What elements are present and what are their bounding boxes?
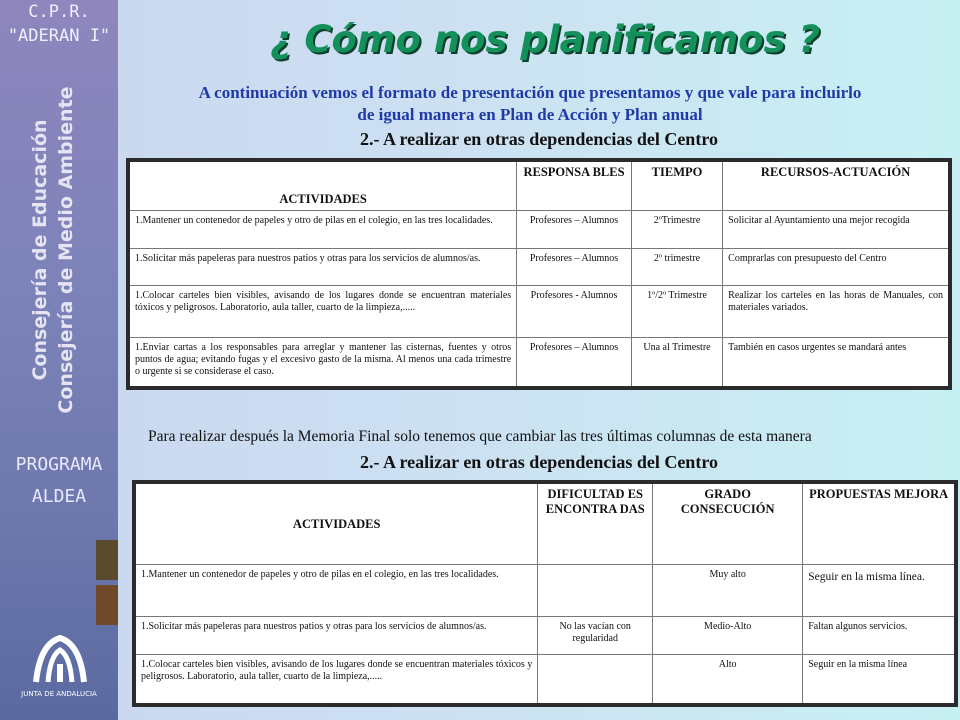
column-header-recursos: RECURSOS-ACTUACIÓN: [723, 160, 950, 211]
junta-andalucia-label: JUNTA DE ANDALUCIA: [21, 690, 97, 698]
cell-responsables: Profesores - Alumnos: [517, 286, 632, 338]
intro-line-2: de igual manera en Plan de Acción y Plan anual: [357, 105, 703, 124]
table-row: [134, 617, 956, 655]
cell-dificultades: No las vacían con regularidad: [538, 617, 653, 655]
cell-grado: Muy alto: [653, 565, 803, 617]
cell-activity: 1.Enviar cartas a los responsables para arreglar y mantener las cisternas, fuentes y otros puntos de agua; evitando fugas y el excesivo gasto de la misma. Al menos una cada trimestre o urgente si se considerase el caso.: [128, 338, 517, 388]
column-header-actividades: ACTIVIDADES: [128, 160, 517, 211]
column-header-grado: GRADO CONSECUCIÓN: [653, 482, 803, 565]
cell-grado: Medio-Alto: [653, 617, 803, 655]
cell-responsables: Profesores – Alumnos: [517, 211, 632, 249]
column-header-responsables: RESPONSA BLES: [517, 160, 632, 211]
photo-strip-2: [96, 585, 118, 625]
section-title-2: 2.- A realizar en otras dependencias del Centro: [360, 452, 718, 472]
table-row: [128, 249, 950, 286]
table-header-row: [128, 160, 950, 211]
cell-activity: 1.Colocar carteles bien visibles, avisando de los lugares donde se encuentran materiales tóxicos y peligrosos. Laboratorio, aula taller, cuarto de la limpieza,.....: [128, 286, 517, 338]
page-title: ¿ Cómo nos planificamos ?: [270, 18, 820, 61]
photo-strip-1: [96, 540, 118, 580]
column-header-propuestas: PROPUESTAS MEJORA: [803, 482, 956, 565]
cell-tiempo: 2ºTrimestre: [631, 211, 722, 249]
cell-tiempo: 2º trimestre: [631, 249, 722, 286]
cell-recursos: También en casos urgentes se mandará antes: [723, 338, 950, 388]
column-header-actividades: ACTIVIDADES: [134, 482, 538, 565]
cell-tiempo: 1º/2º Trimestre: [631, 286, 722, 338]
cell-dificultades: [538, 565, 653, 617]
sidebar: [0, 0, 118, 720]
cell-responsables: Profesores – Alumnos: [517, 249, 632, 286]
table-row: [128, 211, 950, 249]
section-title-1: 2.- A realizar en otras dependencias del Centro: [360, 129, 718, 149]
cell-activity: 1.Mantener un contenedor de papeles y otro de pilas en el colegio, en las tres localidades.: [134, 565, 538, 617]
cell-responsables: Profesores – Alumnos: [517, 338, 632, 388]
ministry-education-label: Consejería de Educación: [29, 119, 51, 381]
memoria-note: Para realizar después la Memoria Final solo tenemos que cambiar las tres últimas columnas de esta manera: [148, 428, 812, 445]
cell-activity: 1.Solicitar más papeleras para nuestros patios y otras para los servicios de alumnos/as.: [134, 617, 538, 655]
cell-activity: 1.Colocar carteles bien visibles, avisando de los lugares donde se encuentran materiales tóxicos y peligrosos. Laboratorio, aula taller, cuarto de la limpieza,.....: [134, 655, 538, 705]
school-name-line2: "ADERAN I": [7, 26, 111, 46]
column-header-tiempo: TIEMPO: [631, 160, 722, 211]
table-row: [128, 286, 950, 338]
cell-recursos: Solicitar al Ayuntamiento una mejor recogida: [723, 211, 950, 249]
table-row: [128, 338, 950, 388]
cell-activity: 1.Solicitar más papeleras para nuestros patios y otras para los servicios de alumnos/as.: [128, 249, 517, 286]
cell-propuestas: Seguir en la misma línea.: [803, 565, 956, 617]
cell-grado: Alto: [653, 655, 803, 705]
ministry-environment-label: Consejería de Medio Ambiente: [55, 86, 77, 414]
school-name-line1: C.P.R.: [28, 2, 90, 22]
cell-dificultades: [538, 655, 653, 705]
planning-table: [126, 158, 952, 390]
cell-activity: 1.Mantener un contenedor de papeles y otro de pilas en el colegio, en las tres localidades.: [128, 211, 517, 249]
cell-tiempo: Una al Trimestre: [631, 338, 722, 388]
table-row: [134, 655, 956, 705]
intro-line-1: A continuación vemos el formato de presentación que presentamos y que vale para incluirlo: [198, 83, 862, 102]
column-header-dificultades: DIFICULTAD ES ENCONTRA DAS: [538, 482, 653, 565]
cell-recursos: Realizar los carteles en las horas de Manuales, con materiales variados.: [723, 286, 950, 338]
cell-propuestas: Faltan algunos servicios.: [803, 617, 956, 655]
memoria-table: [132, 480, 958, 707]
program-label-line2: ALDEA: [31, 486, 87, 507]
cell-propuestas: Seguir en la misma línea: [803, 655, 956, 705]
table-row: [134, 565, 956, 617]
program-label-line1: PROGRAMA: [15, 454, 103, 475]
junta-andalucia-logo-icon: [30, 630, 90, 690]
table-header-row: [134, 482, 956, 565]
cell-recursos: Comprarlas con presupuesto del Centro: [723, 249, 950, 286]
